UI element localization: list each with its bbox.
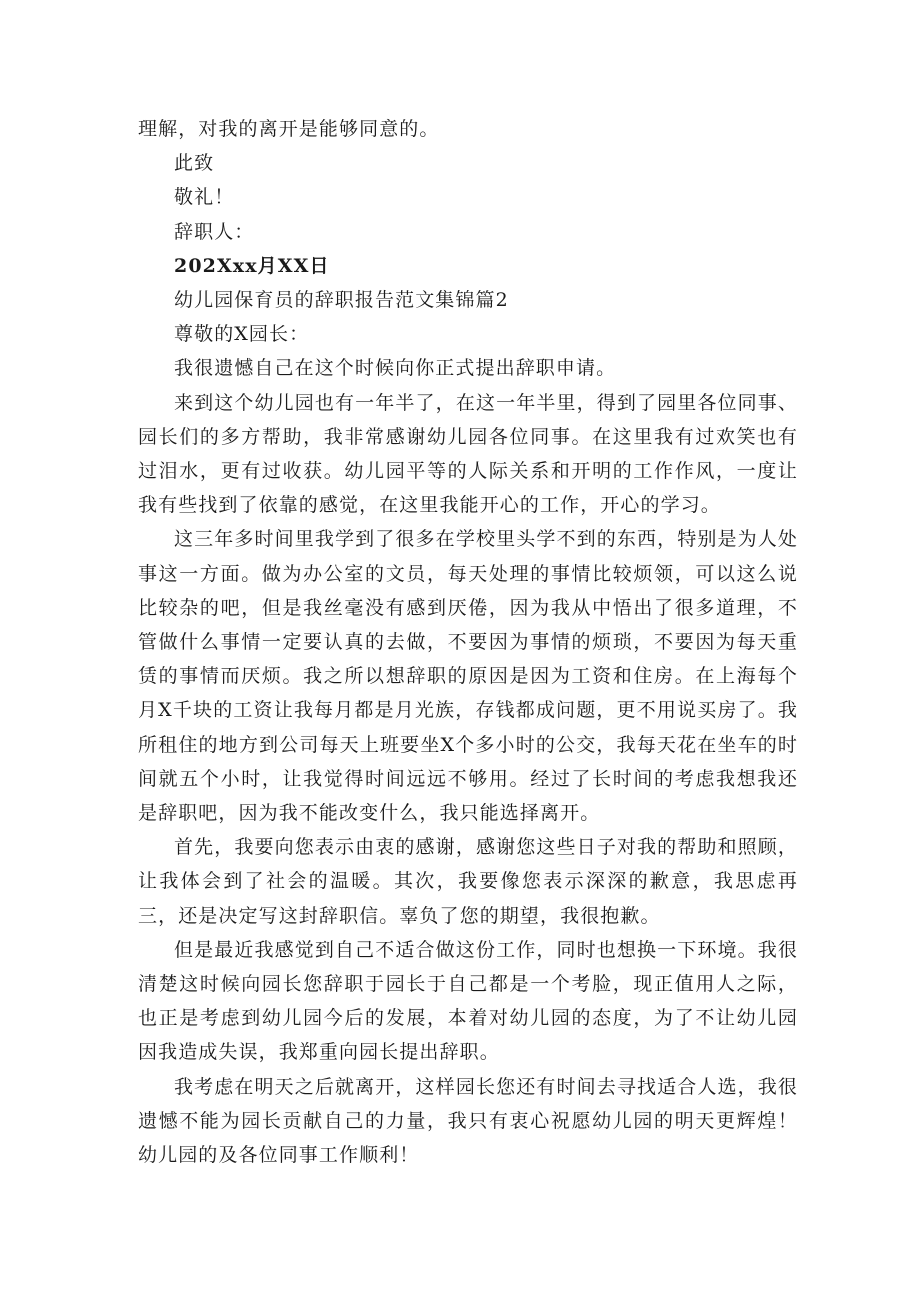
- body-paragraph: 来到这个幼儿园也有一年半了，在这一年半里，得到了园里各位同事、园长们的多方帮助，我非常感谢幼儿园各位同事。在这里我有过欢笑也有过泪水，更有过收获。幼儿园平等的人际关系和开明的工作作风，一度让我有些找到了依靠的感觉，在这里我能开心的工作，开心的学习。: [138, 391, 798, 517]
- signature-label: 辞职人：: [174, 220, 255, 243]
- body-paragraph: 但是最近我感觉到自己不适合做这份工作，同时也想换一下环境。我很清楚这时候向园长您辞职于园长于自己都是一个考脸，现正值用人之际，也正是考虑到幼儿园今后的发展，本着对幼儿园的态度，为了不让幼儿园因我造成失误，我郑重向园长提出辞职。: [138, 938, 798, 1064]
- body-paragraph: 这三年多时间里我学到了很多在学校里头学不到的东西，特别是为人处事这一方面。做为办公室的文员，每天处理的事情比较烦领，可以这么说比较杂的吧，但是我丝毫没有感到厌倦，因为我从中悟出了很多道理，不管做什么事情一定要认真的去做，不要因为事情的烦琐，不要因为每天重赁的事情而厌烦。我之所以想辞职的原因是因为工资和住房。在上海每个月X千块的工资让我每月都是月光族，存钱都成问题，更不用说买房了。我所租住的地方到公司每天上班要坐X个多小时的公交，我每天花在坐车的时间就五个小时，让我觉得时间远远不够用。经过了长时间的考虑我想我还是辞职吧，因为我不能改变什么，我只能选择离开。: [138, 528, 798, 825]
- closing-salutation: 此致: [174, 152, 215, 175]
- section-title: 幼儿园保育员的辞职报告范文集锦篇2: [174, 289, 509, 312]
- body-paragraph: 我考虑在明天之后就离开，这样园长您还有时间去寻找适合人选，我很遗憾不能为园长贡献自己的力量，我只有衷心祝愿幼儿园的明天更辉煌！幼儿园的及各位同事工作顺利！: [138, 1075, 798, 1167]
- opening-line: 我很遗憾自己在这个时候向你正式提出辞职申请。: [174, 357, 617, 380]
- body-paragraph: 首先，我要向您表示由衷的感谢，感谢您这些日子对我的帮助和照顾，让我体会到了社会的温暖。其次，我要像您表示深深的歉意，我思虑再三，还是决定写这封辞职信。辜负了您的期望，我很抱歉。: [138, 836, 798, 927]
- date-line: 202Xxx月XX日: [174, 254, 330, 277]
- text-line: 理解，对我的离开是能够同意的。: [138, 118, 440, 140]
- closing-regards: 敬礼！: [174, 186, 235, 209]
- greeting-line: 尊敬的X园长：: [174, 323, 310, 346]
- document-page: [138, 112, 798, 1172]
